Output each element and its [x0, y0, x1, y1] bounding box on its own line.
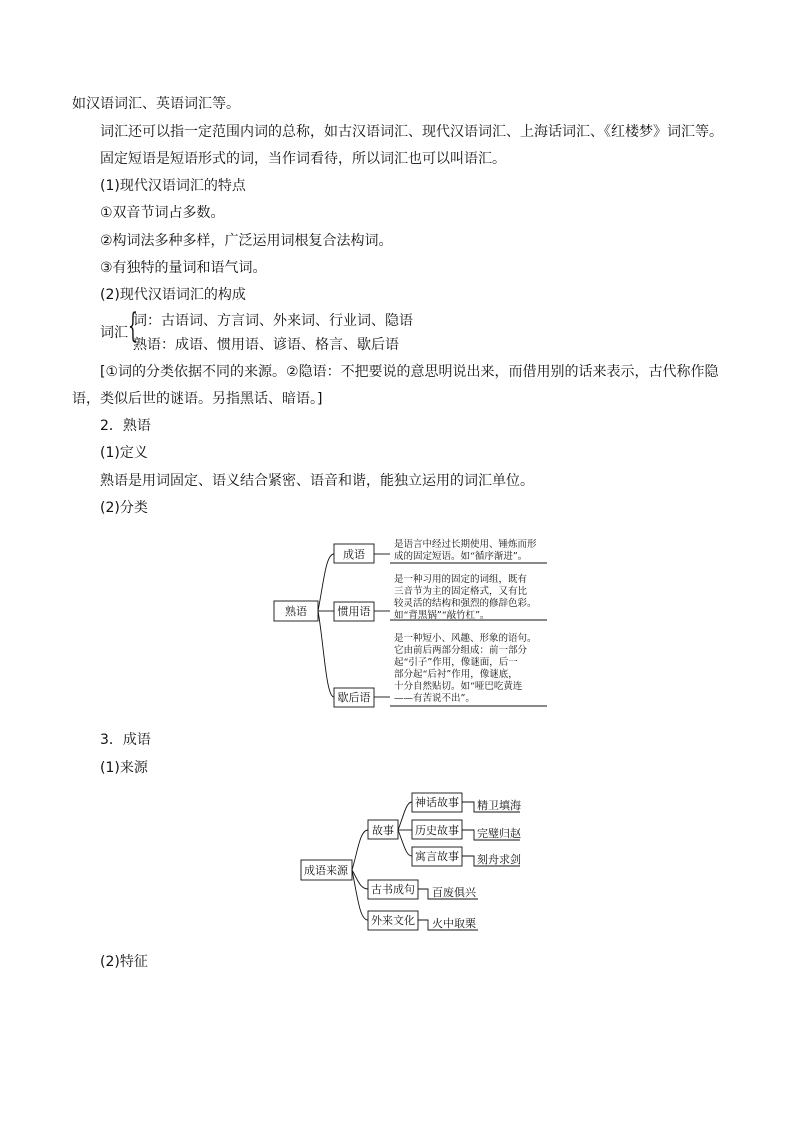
subheading: (1)现代汉语词汇的特点 — [100, 178, 246, 194]
diagram-branch-label: 成语 — [343, 548, 365, 561]
section-heading: 2．熟语 — [100, 418, 151, 434]
diagram-node-label: 外来文化 — [371, 914, 415, 927]
text-line: 如汉语词汇、英语词汇等。 — [72, 96, 240, 112]
subheading: (2)分类 — [100, 500, 148, 516]
diagram-desc-line: 成的固定短语。如“循序渐进”。 — [394, 551, 528, 562]
diagram-desc-line: 部分起“后衬”作用，像谜底， — [394, 669, 518, 680]
text-line: [①词的分类依据不同的来源。②隐语：不把要说的意思明说出来，而借用别的话来表示，古代称作隐 — [100, 364, 719, 380]
diagram-desc-line: ——有苦说不出”。 — [394, 693, 475, 704]
vocab-line: 熟语：成语、惯用语、谚语、格言、歇后语 — [133, 337, 399, 353]
diagram-branch-label: 惯用语 — [337, 605, 371, 618]
text-line: 词汇还可以指一定范围内词的总称，如古汉语词汇、现代汉语词汇、上海话词汇、《红楼梦》词汇等。 — [100, 124, 723, 140]
text-line: 熟语是用词固定、语义结合紧密、语音和谐，能独立运用的词汇单位。 — [100, 473, 534, 489]
diagram-desc-line: 它由前后两部分组成：前一部分 — [394, 645, 528, 656]
diagram-node-label: 故事 — [372, 824, 394, 837]
subheading: (1)来源 — [100, 760, 148, 776]
diagram-root-label: 熟语 — [285, 605, 307, 618]
subheading: (1)定义 — [100, 445, 148, 461]
diagram-node-label: 神话故事 — [415, 796, 459, 809]
diagram-node-label: 寓言故事 — [415, 850, 459, 863]
diagram-root-label: 成语来源 — [304, 864, 348, 877]
brace-icon: { — [128, 306, 138, 346]
diagram-desc-line: 是一种习用的固定的词组，既有 — [394, 574, 528, 585]
diagram-desc-line: 十分自然贴切。如“哑巴吃黄连 — [394, 681, 523, 692]
diagram-example: 精卫填海 — [477, 799, 521, 812]
diagram-example: 完璧归赵 — [477, 827, 521, 840]
diagram-example: 百废俱兴 — [432, 886, 476, 899]
section-heading: 3．成语 — [100, 732, 151, 748]
diagram-desc-line: 较灵活的结构和强烈的修辞色彩。 — [394, 598, 537, 609]
vocab-line: 词：古语词、方言词、外来词、行业词、隐语 — [133, 313, 413, 329]
text-line: 语，类似后世的谜语。另指黑话、暗语。] — [72, 391, 323, 407]
text-line: 固定短语是短语形式的词，当作词看待，所以词汇也可以叫语汇。 — [100, 151, 506, 167]
text-line: ①双音节词占多数。 — [100, 205, 225, 221]
diagram-desc-line: 起“引子”作用，像谜面，后一 — [394, 657, 518, 668]
diagram-desc-line: 三音节为主的固定格式，又有比 — [394, 586, 528, 597]
vocab-label: 词汇 — [100, 325, 128, 341]
text-line: ③有独特的量词和语气词。 — [100, 260, 267, 276]
diagram-node-label: 历史故事 — [415, 824, 459, 837]
diagram-example: 刻舟求剑 — [477, 853, 521, 866]
diagram-desc-line: 是一种短小、风趣、形象的语句。 — [394, 633, 537, 644]
diagram-desc-line: 如“背黑锅”“敲竹杠”。 — [394, 610, 490, 621]
subheading: (2)现代汉语词汇的构成 — [100, 287, 246, 303]
diagram-branch-label: 歇后语 — [337, 691, 371, 704]
diagram-example: 火中取栗 — [432, 917, 476, 930]
text-line: ②构词法多种多样，广泛运用词根复合法构词。 — [100, 233, 393, 249]
diagram-desc-line: 是语言中经过长期使用、锤炼而形 — [394, 539, 537, 550]
diagram-node-label: 古书成句 — [371, 883, 415, 896]
subheading: (2)特征 — [100, 954, 148, 970]
